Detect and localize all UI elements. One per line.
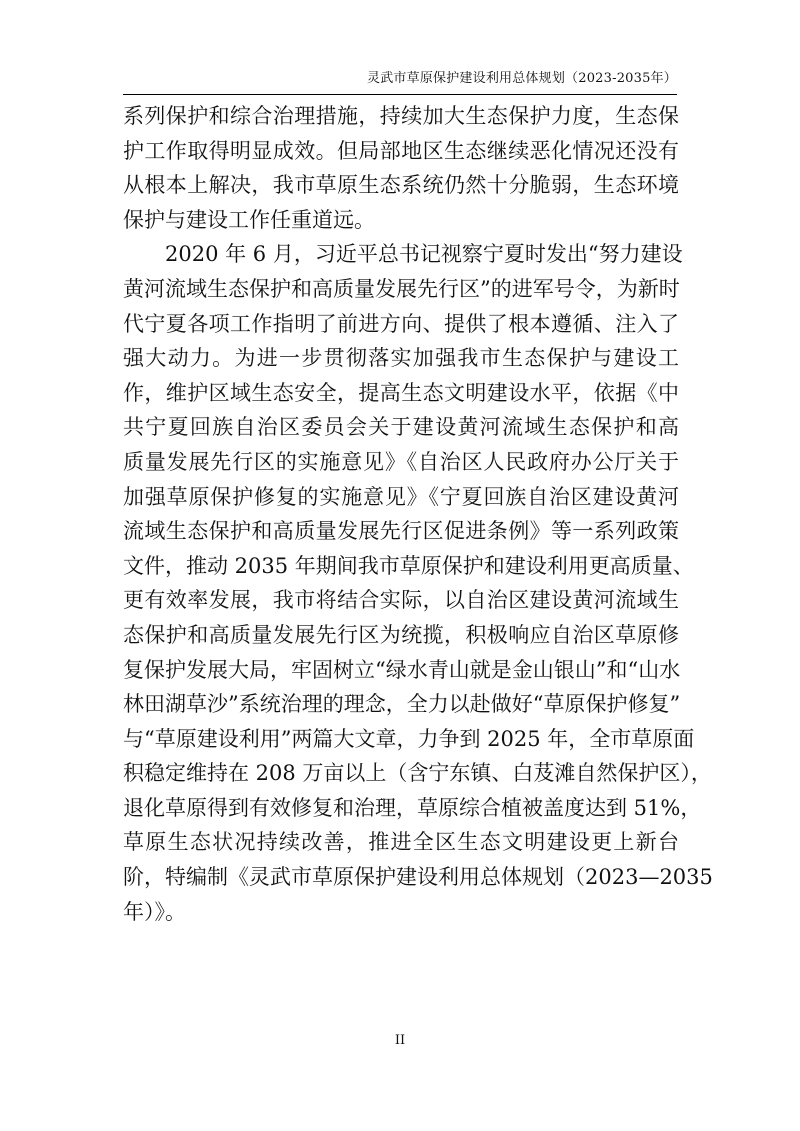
text-line: 护工作取得明显成效。但局部地区生态继续恶化情况还没有 <box>123 138 679 163</box>
text-line: 退化草原得到有效修复和治理，草原综合植被盖度达到 51%， <box>123 795 702 820</box>
text-line: 黄河流域生态保护和高质量发展先行区”的进军号令，为新时 <box>123 276 680 301</box>
text-line: 文件，推动 2035 年期间我市草原保护和建设利用更高质量、 <box>123 553 694 578</box>
text-line: 共宁夏回族自治区委员会关于建设黄河流域生态保护和高 <box>123 415 679 440</box>
text-line: 加强草原保护修复的实施意见》《宁夏回族自治区建设黄河 <box>123 484 679 509</box>
text-line: 作，维护区域生态安全，提高生态文明建设水平，依据《中 <box>123 380 679 405</box>
text-line: 复保护发展大局，牢固树立“绿水青山就是金山银山”和“山水 <box>123 657 681 682</box>
text-line: 系列保护和综合治理措施，持续加大生态保护力度，生态保 <box>123 104 679 128</box>
text-line: 保护与建设工作任重道远。 <box>123 207 375 232</box>
text-line: 态保护和高质量发展先行区为统揽，积极响应自治区草原修 <box>123 622 679 647</box>
document-body <box>123 99 713 929</box>
running-header: 灵武市草原保护建设利用总体规划（2023-2035年） <box>123 70 677 95</box>
paragraph-1 <box>123 99 679 237</box>
paragraph-2 <box>123 237 713 929</box>
text-line: 质量发展先行区的实施意见》《自治区人民政府办公厅关于 <box>123 449 679 474</box>
text-line: 2020 年 6 月，习近平总书记视察宁夏时发出“努力建设 <box>165 242 683 267</box>
text-line: 阶，特编制《灵武市草原保护建设利用总体规划（2023—2035 <box>123 865 713 890</box>
text-line: 年）》。 <box>123 899 186 924</box>
text-line: 与“草原建设利用”两篇大文章，力争到 2025 年，全市草原面 <box>123 726 695 751</box>
text-line: 流域生态保护和高质量发展先行区促进条例》等一系列政策 <box>123 519 679 544</box>
text-line: 林田湖草沙”系统治理的理念，全力以赴做好“草原保护修复” <box>123 692 681 717</box>
text-line: 草原生态状况持续改善，推进全区生态文明建设更上新台 <box>123 830 679 855</box>
text-line: 更有效率发展，我市将结合实际，以自治区建设黄河流域生 <box>123 588 679 613</box>
text-line: 从根本上解决，我市草原生态系统仍然十分脆弱，生态环境 <box>123 173 679 198</box>
page-number: II <box>394 1033 406 1048</box>
text-line: 强大动力。为进一步贯彻落实加强我市生态保护与建设工 <box>123 346 679 371</box>
text-line: 代宁夏各项工作指明了前进方向、提供了根本遵循、注入了 <box>123 311 679 336</box>
text-line: 积稳定维持在 208 万亩以上（含宁东镇、白芨滩自然保护区）， <box>123 761 712 786</box>
